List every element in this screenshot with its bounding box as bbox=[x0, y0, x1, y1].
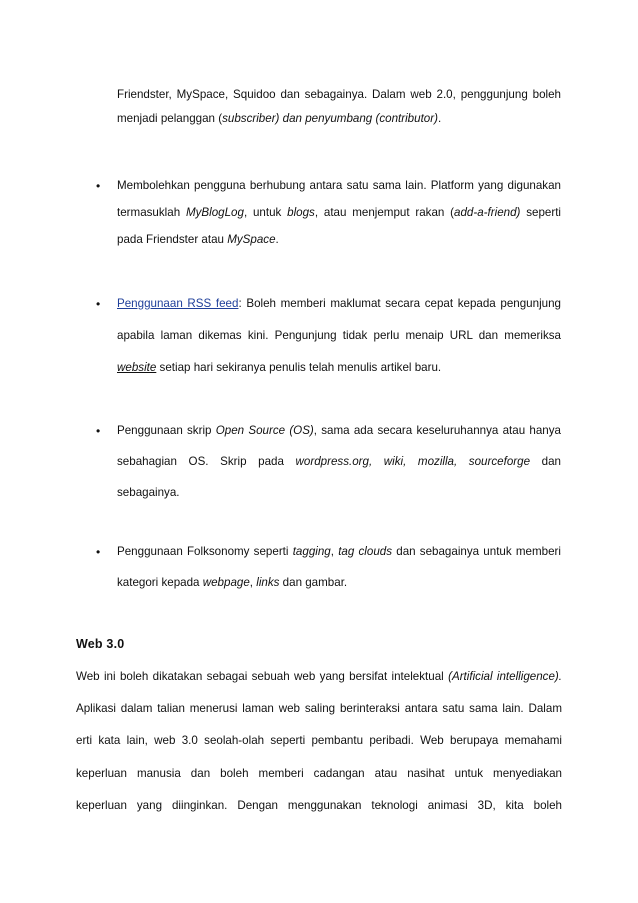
italic-term: subscriber) dan penyumbang (contributor) bbox=[222, 112, 438, 125]
continuation-line-1: Friendster, MySpace, Squidoo dan sebagainya. Dalam web 2.0, penggunjung boleh bbox=[117, 88, 561, 101]
text-span: pada Friendster atau bbox=[117, 233, 228, 246]
italic-term: MyBlogLog bbox=[185, 206, 244, 219]
text-span: dan sebagainya untuk memberi bbox=[392, 545, 561, 558]
bullet-icon: • bbox=[96, 424, 101, 438]
section-line-1 bbox=[76, 670, 562, 684]
section-heading: Web 3.0 bbox=[76, 637, 125, 651]
bullet3-line-3: sebagainya. bbox=[117, 486, 180, 499]
text-span: Penggunaan Folksonomy seperti bbox=[117, 545, 293, 558]
text-span: . bbox=[437, 112, 442, 125]
bullet-icon: • bbox=[96, 179, 101, 193]
text-span: seperti bbox=[520, 206, 562, 219]
italic-term: blogs bbox=[287, 206, 315, 219]
bullet3-line-1 bbox=[117, 424, 561, 438]
bullet4-line-2 bbox=[117, 576, 347, 590]
text-span: , bbox=[330, 545, 339, 558]
text-span: menjadi pelanggan ( bbox=[117, 112, 223, 125]
text-span: , sama ada secara keseluruhannya atau hanya bbox=[313, 424, 561, 437]
bullet-icon: • bbox=[96, 545, 101, 559]
text-span: Web ini boleh dikatakan sebagai sebuah web yang bersifat intelektual bbox=[76, 670, 449, 683]
section-line-5: keperluan yang diinginkan. Dengan menggunakan teknologi animasi 3D, kita boleh bbox=[76, 799, 562, 812]
text-span: setiap hari sekiranya penulis telah menulis artikel baru. bbox=[156, 361, 442, 374]
rss-feed-link[interactable]: Penggunaan RSS feed bbox=[117, 297, 239, 310]
italic-term: webpage bbox=[202, 576, 250, 589]
bullet-icon: • bbox=[96, 297, 101, 311]
italic-term: (Artificial intelligence). bbox=[448, 670, 562, 683]
bullet2-line-3 bbox=[117, 361, 441, 375]
italic-term: tag clouds bbox=[338, 545, 393, 558]
italic-term: tagging bbox=[292, 545, 331, 558]
italic-term: website bbox=[117, 361, 157, 374]
bullet2-line-1 bbox=[117, 297, 561, 311]
text-span: dan bbox=[530, 455, 561, 468]
italic-term: Open Source (OS) bbox=[215, 424, 314, 437]
text-span: . bbox=[275, 233, 279, 246]
italic-term: wordpress.org, wiki, mozilla, sourceforge bbox=[295, 455, 531, 468]
bullet1-line-2 bbox=[117, 206, 561, 220]
continuation-line-2 bbox=[117, 112, 441, 126]
section-line-4: keperluan manusia dan boleh memberi cadangan atau nasihat untuk menyediakan bbox=[76, 767, 562, 780]
section-line-3: erti kata lain, web 3.0 seolah-olah seperti pembantu peribadi. Web berupaya memahami bbox=[76, 734, 562, 747]
text-span: , untuk bbox=[243, 206, 288, 219]
text-span: , atau menjemput rakan ( bbox=[314, 206, 455, 219]
text-span: dan gambar. bbox=[279, 576, 348, 589]
text-span: : Boleh memberi maklumat secara cepat kepada pengunjung bbox=[238, 297, 561, 310]
italic-term: MySpace bbox=[227, 233, 276, 246]
section-line-2: Aplikasi dalam talian menerusi laman web saling berinteraksi antara satu sama lain. Dalam bbox=[76, 702, 562, 715]
text-span: , bbox=[249, 576, 257, 589]
bullet3-line-2 bbox=[117, 455, 561, 469]
text-span: sebahagian OS. Skrip pada bbox=[117, 455, 296, 468]
text-span: termasuklah bbox=[117, 206, 186, 219]
bullet4-line-1 bbox=[117, 545, 561, 559]
text-span: kategori kepada bbox=[117, 576, 203, 589]
bullet1-line-3 bbox=[117, 233, 279, 247]
bullet1-line-1: Membolehkan pengguna berhubung antara satu sama lain. Platform yang digunakan bbox=[117, 179, 561, 192]
bullet2-line-2: apabila laman dikemas kini. Pengunjung tidak perlu menaip URL dan memeriksa bbox=[117, 329, 561, 342]
italic-term: links bbox=[256, 576, 280, 589]
text-span: Penggunaan skrip bbox=[117, 424, 216, 437]
italic-term: add-a-friend) bbox=[454, 206, 521, 219]
